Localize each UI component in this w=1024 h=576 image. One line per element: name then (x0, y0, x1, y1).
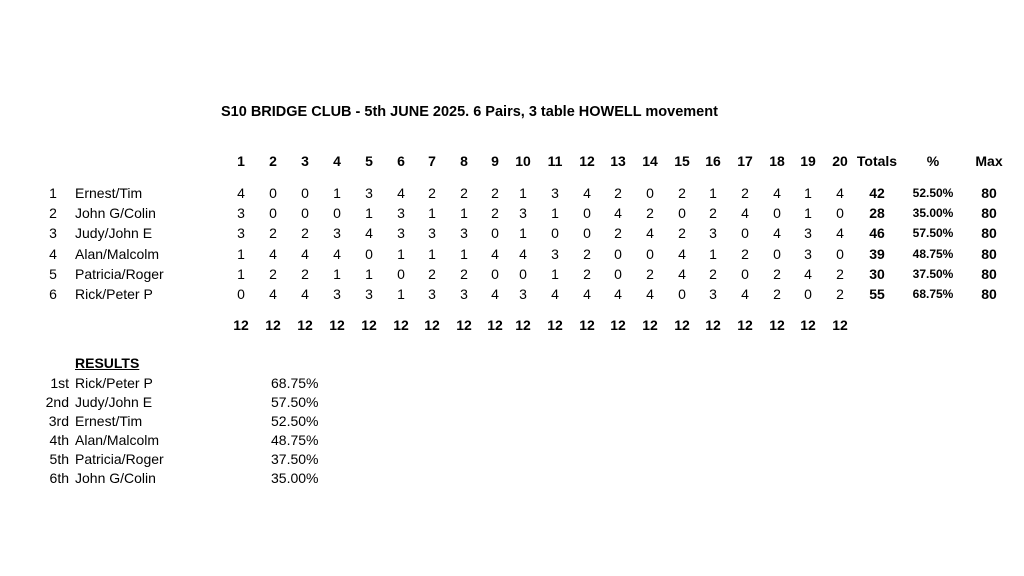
score-cell: 4 (741, 286, 749, 302)
score-cell: 1 (333, 185, 341, 201)
board-total: 12 (515, 317, 531, 333)
board-total: 12 (800, 317, 816, 333)
board-header: 4 (333, 153, 341, 169)
board-header: 8 (460, 153, 468, 169)
score-cell: 2 (709, 266, 717, 282)
pair-total: 30 (869, 266, 885, 282)
score-cell: 3 (551, 185, 559, 201)
pair-number: 4 (49, 246, 57, 262)
board-header: 1 (237, 153, 245, 169)
score-cell: 1 (333, 266, 341, 282)
score-cell: 2 (491, 185, 499, 201)
score-cell: 3 (397, 225, 405, 241)
score-cell: 3 (460, 286, 468, 302)
pair-name: Patricia/Roger (75, 266, 164, 282)
board-total: 12 (579, 317, 595, 333)
score-cell: 4 (773, 225, 781, 241)
pair-number: 6 (49, 286, 57, 302)
score-cell: 2 (460, 266, 468, 282)
score-cell: 3 (365, 185, 373, 201)
result-place: 2nd (45, 394, 69, 410)
score-cell: 3 (709, 225, 717, 241)
pair-percent: 57.50% (912, 226, 954, 240)
result-percent: 68.75% (271, 375, 319, 391)
pair-percent: 68.75% (912, 287, 954, 301)
score-cell: 4 (551, 286, 559, 302)
score-cell: 2 (773, 266, 781, 282)
pair-total: 42 (869, 185, 885, 201)
result-name: Ernest/Tim (75, 413, 143, 429)
score-cell: 4 (646, 225, 654, 241)
score-cell: 2 (678, 225, 686, 241)
score-cell: 4 (741, 205, 749, 221)
result-place: 3rd (48, 413, 69, 429)
score-cell: 1 (397, 286, 405, 302)
pair-total: 55 (869, 286, 885, 302)
pair-max: 80 (981, 266, 997, 282)
board-total: 12 (769, 317, 785, 333)
score-cell: 2 (301, 225, 309, 241)
score-cell: 1 (460, 205, 468, 221)
score-cell: 0 (678, 286, 686, 302)
score-cell: 0 (301, 185, 309, 201)
score-cell: 4 (583, 185, 591, 201)
score-cell: 0 (741, 225, 749, 241)
score-cell: 0 (365, 246, 373, 262)
board-total: 12 (832, 317, 848, 333)
result-place: 4th (49, 432, 69, 448)
score-cell: 1 (519, 225, 527, 241)
score-cell: 0 (397, 266, 405, 282)
score-cell: 2 (269, 266, 277, 282)
pair-name: Alan/Malcolm (75, 246, 160, 262)
score-cell: 0 (583, 225, 591, 241)
board-total: 12 (674, 317, 690, 333)
score-cell: 0 (491, 266, 499, 282)
board-header: 2 (269, 153, 277, 169)
board-total: 12 (456, 317, 472, 333)
score-cell: 0 (804, 286, 812, 302)
pair-name: Rick/Peter P (75, 286, 153, 302)
score-cell: 2 (491, 205, 499, 221)
board-total: 12 (547, 317, 563, 333)
pair-name: Judy/John E (75, 225, 153, 241)
score-cell: 2 (428, 185, 436, 201)
score-cell: 0 (773, 246, 781, 262)
score-cell: 4 (301, 286, 309, 302)
board-total: 12 (610, 317, 626, 333)
board-header: 5 (365, 153, 373, 169)
score-cell: 1 (365, 205, 373, 221)
board-total: 12 (737, 317, 753, 333)
score-cell: 2 (646, 205, 654, 221)
board-total: 12 (297, 317, 313, 333)
score-cell: 4 (365, 225, 373, 241)
score-cell: 2 (269, 225, 277, 241)
board-header: 10 (515, 153, 531, 169)
pair-total: 28 (869, 205, 885, 221)
score-cell: 0 (773, 205, 781, 221)
score-cell: 0 (646, 185, 654, 201)
result-name: Alan/Malcolm (75, 432, 160, 448)
board-header: 19 (800, 153, 816, 169)
score-cell: 1 (551, 205, 559, 221)
pair-max: 80 (981, 205, 997, 221)
score-cell: 4 (491, 246, 499, 262)
score-cell: 3 (333, 225, 341, 241)
score-cell: 3 (804, 246, 812, 262)
score-cell: 0 (333, 205, 341, 221)
score-cell: 1 (365, 266, 373, 282)
score-cell: 4 (491, 286, 499, 302)
score-cell: 1 (237, 246, 245, 262)
result-place: 1st (50, 375, 69, 391)
score-cell: 4 (519, 246, 527, 262)
score-cell: 3 (428, 286, 436, 302)
score-cell: 4 (269, 246, 277, 262)
pair-percent: 52.50% (912, 186, 954, 200)
score-cell: 2 (614, 225, 622, 241)
pair-max: 80 (981, 286, 997, 302)
pair-name: John G/Colin (75, 205, 156, 221)
score-cell: 2 (428, 266, 436, 282)
result-place: 6th (49, 470, 69, 486)
score-cell: 3 (551, 246, 559, 262)
score-cell: 0 (678, 205, 686, 221)
score-cell: 3 (237, 205, 245, 221)
pair-max: 80 (981, 225, 997, 241)
score-cell: 0 (836, 205, 844, 221)
board-total: 12 (487, 317, 503, 333)
pair-name: Ernest/Tim (75, 185, 143, 201)
score-cell: 2 (709, 205, 717, 221)
board-header: 14 (642, 153, 658, 169)
score-cell: 1 (237, 266, 245, 282)
score-cell: 1 (428, 205, 436, 221)
pair-total: 46 (869, 225, 885, 241)
score-cell: 2 (583, 246, 591, 262)
result-percent: 35.00% (271, 470, 319, 486)
score-cell: 2 (614, 185, 622, 201)
score-cell: 1 (804, 205, 812, 221)
result-place: 5th (49, 451, 69, 467)
pair-percent: 35.00% (912, 206, 954, 220)
score-cell: 4 (269, 286, 277, 302)
score-cell: 3 (519, 286, 527, 302)
pair-percent: 37.50% (912, 267, 954, 281)
score-cell: 3 (397, 205, 405, 221)
board-header: 3 (301, 153, 309, 169)
score-cell: 0 (551, 225, 559, 241)
score-cell: 4 (614, 205, 622, 221)
score-cell: 0 (583, 205, 591, 221)
results-heading: RESULTS (75, 355, 140, 371)
score-cell: 3 (709, 286, 717, 302)
score-cell: 0 (269, 185, 277, 201)
pct-header: % (926, 153, 940, 169)
score-cell: 4 (646, 286, 654, 302)
score-cell: 1 (428, 246, 436, 262)
board-total: 12 (233, 317, 249, 333)
score-cell: 0 (614, 246, 622, 262)
score-cell: 0 (519, 266, 527, 282)
board-header: 13 (610, 153, 626, 169)
score-cell: 4 (614, 286, 622, 302)
score-cell: 0 (491, 225, 499, 241)
score-cell: 3 (333, 286, 341, 302)
score-cell: 0 (741, 266, 749, 282)
score-cell: 1 (551, 266, 559, 282)
score-cell: 0 (301, 205, 309, 221)
score-cell: 4 (397, 185, 405, 201)
board-header: 7 (428, 153, 436, 169)
score-cell: 4 (804, 266, 812, 282)
score-cell: 3 (460, 225, 468, 241)
score-cell: 4 (773, 185, 781, 201)
result-percent: 57.50% (271, 394, 319, 410)
score-cell: 2 (678, 185, 686, 201)
score-cell: 4 (678, 246, 686, 262)
board-header: 15 (674, 153, 690, 169)
score-cell: 0 (614, 266, 622, 282)
score-cell: 2 (741, 185, 749, 201)
board-header: 9 (491, 153, 499, 169)
result-name: Rick/Peter P (75, 375, 153, 391)
board-total: 12 (393, 317, 409, 333)
board-header: 16 (705, 153, 721, 169)
pair-number: 1 (49, 185, 57, 201)
score-cell: 2 (301, 266, 309, 282)
pair-max: 80 (981, 246, 997, 262)
pair-total: 39 (869, 246, 885, 262)
board-total: 12 (642, 317, 658, 333)
score-cell: 1 (397, 246, 405, 262)
pair-number: 2 (49, 205, 57, 221)
result-name: Judy/John E (75, 394, 153, 410)
pair-number: 3 (49, 225, 57, 241)
score-cell: 3 (365, 286, 373, 302)
totals-header: Totals (856, 153, 898, 169)
score-cell: 1 (519, 185, 527, 201)
score-cell: 3 (237, 225, 245, 241)
score-cell: 1 (460, 246, 468, 262)
board-header: 11 (547, 153, 563, 169)
result-name: Patricia/Roger (75, 451, 164, 467)
board-total: 12 (329, 317, 345, 333)
score-cell: 0 (836, 246, 844, 262)
score-cell: 0 (237, 286, 245, 302)
result-name: John G/Colin (75, 470, 156, 486)
score-cell: 3 (428, 225, 436, 241)
score-cell: 2 (583, 266, 591, 282)
score-cell: 1 (709, 246, 717, 262)
score-cell: 4 (836, 185, 844, 201)
board-header: 6 (397, 153, 405, 169)
board-header: 17 (737, 153, 753, 169)
board-total: 12 (265, 317, 281, 333)
score-cell: 4 (678, 266, 686, 282)
score-cell: 2 (741, 246, 749, 262)
pair-max: 80 (981, 185, 997, 201)
max-header: Max (975, 153, 1003, 169)
score-cell: 4 (836, 225, 844, 241)
score-cell: 2 (460, 185, 468, 201)
score-cell: 1 (709, 185, 717, 201)
pair-number: 5 (49, 266, 57, 282)
result-percent: 52.50% (271, 413, 319, 429)
board-total: 12 (361, 317, 377, 333)
score-cell: 1 (804, 185, 812, 201)
score-cell: 4 (583, 286, 591, 302)
board-header: 12 (579, 153, 595, 169)
score-cell: 4 (333, 246, 341, 262)
result-percent: 37.50% (271, 451, 319, 467)
score-cell: 4 (301, 246, 309, 262)
board-total: 12 (705, 317, 721, 333)
score-cell: 2 (836, 286, 844, 302)
score-cell: 0 (646, 246, 654, 262)
score-cell: 2 (773, 286, 781, 302)
score-cell: 4 (237, 185, 245, 201)
board-header: 20 (832, 153, 848, 169)
page-title: S10 BRIDGE CLUB - 5th JUNE 2025. 6 Pairs, 3 table HOWELL movement (221, 104, 718, 120)
score-cell: 3 (519, 205, 527, 221)
pair-percent: 48.75% (912, 247, 954, 261)
score-cell: 3 (804, 225, 812, 241)
score-cell: 2 (646, 266, 654, 282)
score-cell: 0 (269, 205, 277, 221)
result-percent: 48.75% (271, 432, 319, 448)
board-header: 18 (769, 153, 785, 169)
board-total: 12 (424, 317, 440, 333)
score-cell: 2 (836, 266, 844, 282)
